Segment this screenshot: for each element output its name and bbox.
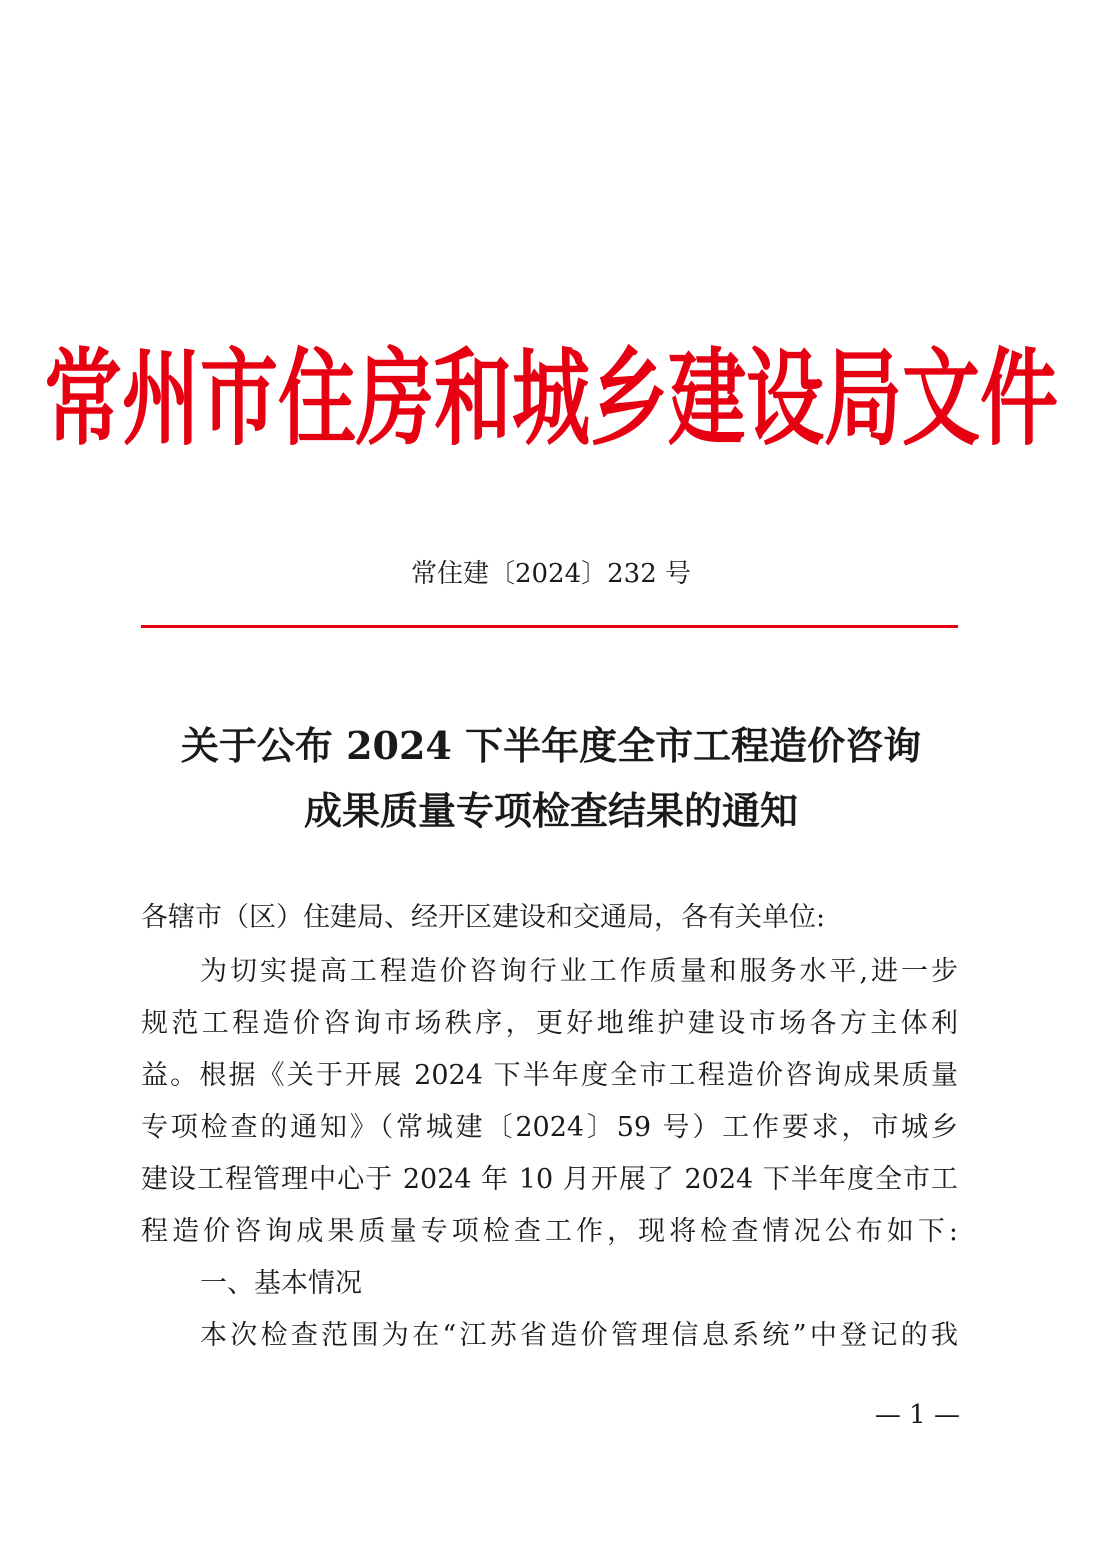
salutation: 各辖市（区）住建局、经开区建设和交通局，各有关单位: xyxy=(141,902,826,933)
paragraph-line: 规范工程造价咨询市场秩序，更好地维护建设市场各方主体利 xyxy=(141,1008,958,1039)
document-masthead: 常州市住房和城乡建设局文件 xyxy=(43,339,1058,461)
paragraph-line: 益。根据《关于开展 2024 下半年度全市工程造价咨询成果质量 xyxy=(141,1060,958,1091)
section-heading: 一、基本情况 xyxy=(200,1268,362,1299)
paragraph-line: 本次检查范围为在“江苏省造价管理信息系统”中登记的我 xyxy=(200,1320,958,1351)
page-number: — 1 — xyxy=(874,1400,960,1430)
document-title-line-1: 关于公布 2024 下半年度全市工程造价咨询 xyxy=(180,723,922,768)
document-number: 常住建〔2024〕232 号 xyxy=(410,559,692,589)
paragraph-line: 程造价咨询成果质量专项检查工作，现将检查情况公布如下: xyxy=(141,1216,958,1247)
paragraph-line: 建设工程管理中心于 2024 年 10 月开展了 2024 下半年度全市工 xyxy=(141,1164,958,1195)
red-divider-line xyxy=(141,625,958,628)
document-title-line-2: 成果质量专项检查结果的通知 xyxy=(303,788,798,833)
paragraph-line: 专项检查的通知》（常城建〔2024〕59 号）工作要求，市城乡 xyxy=(141,1112,958,1143)
paragraph-line: 为切实提高工程造价咨询行业工作质量和服务水平,进一步 xyxy=(200,956,958,987)
